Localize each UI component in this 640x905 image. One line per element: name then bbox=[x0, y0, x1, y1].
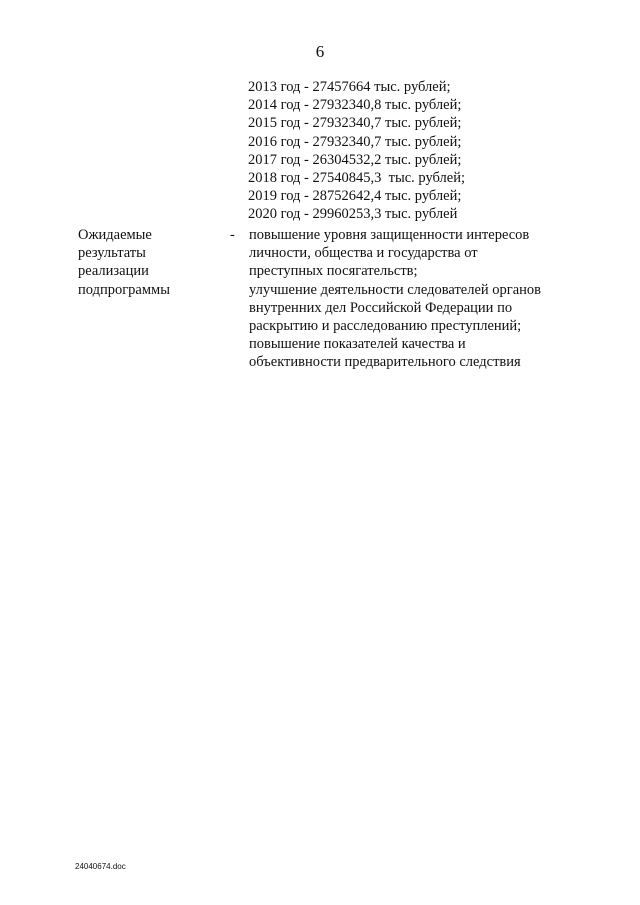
funding-line: 2014 год - 27932340,8 тыс. рублей; bbox=[248, 97, 462, 114]
label-line: подпрограммы bbox=[78, 281, 170, 298]
funding-by-year bbox=[248, 78, 465, 224]
result-line: внутренних дел Российской Федерации по bbox=[249, 299, 513, 316]
funding-line: 2017 год - 26304532,2 тыс. рублей; bbox=[248, 151, 462, 168]
label-line: результаты bbox=[78, 245, 146, 262]
label-line: реализации bbox=[78, 263, 149, 280]
result-line: преступных посягательств; bbox=[249, 263, 418, 280]
funding-line: 2018 год - 27540845,3 тыс. рублей; bbox=[248, 170, 465, 187]
expected-results-label bbox=[78, 226, 170, 299]
result-line: повышение уровня защищенности интересов bbox=[249, 227, 530, 243]
footer-filename: 24040674.doc bbox=[75, 862, 126, 871]
result-line: личности, общества и государства от bbox=[249, 245, 478, 262]
expected-results-text bbox=[249, 226, 541, 372]
funding-line: 2013 год - 27457664 тыс. рублей; bbox=[248, 79, 451, 95]
result-line: раскрытию и расследованию преступлений; bbox=[249, 318, 522, 335]
funding-line: 2016 год - 27932340,7 тыс. рублей; bbox=[248, 133, 462, 150]
funding-line: 2015 год - 27932340,7 тыс. рублей; bbox=[248, 115, 462, 132]
result-line: улучшение деятельности следователей органов bbox=[249, 281, 542, 298]
result-line: объективности предварительного следствия bbox=[249, 354, 521, 371]
funding-line: 2019 год - 28752642,4 тыс. рублей; bbox=[248, 188, 462, 205]
label-line: Ожидаемые bbox=[78, 227, 152, 243]
result-line: повышение показателей качества и bbox=[249, 336, 466, 353]
separator-dash: - bbox=[230, 227, 235, 243]
funding-line: 2020 год - 29960253,3 тыс. рублей bbox=[248, 206, 458, 223]
page-number: 6 bbox=[315, 42, 325, 61]
